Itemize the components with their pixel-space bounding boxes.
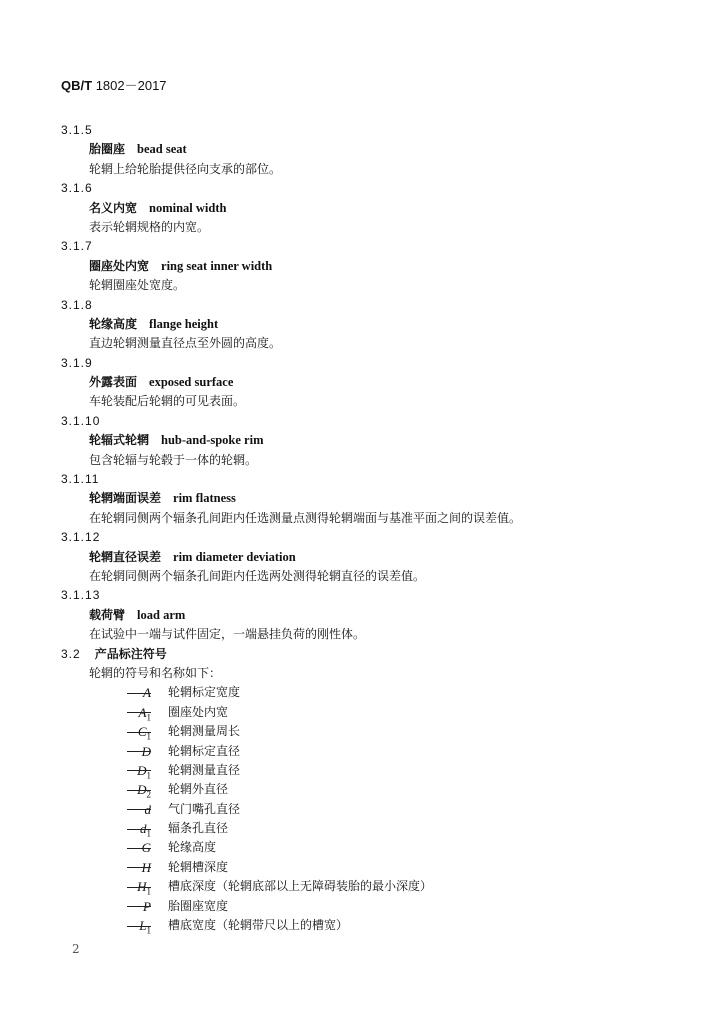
dash-separator <box>127 887 151 888</box>
term-entry <box>61 121 681 179</box>
symbol-row <box>61 683 681 702</box>
term-name <box>61 373 681 392</box>
standard-number: 1802－2017 <box>95 78 167 93</box>
dash-separator <box>127 770 151 771</box>
term-definition: 表示轮辋规格的内宽。 <box>89 219 210 234</box>
symbol-list <box>61 683 681 935</box>
symbol-subscript: 1 <box>146 828 151 839</box>
symbol-description: 轮缘高度 <box>168 840 217 855</box>
term-name <box>61 431 681 450</box>
section-title: 产品标注符号 <box>94 646 167 661</box>
symbol-description: 胎圈座宽度 <box>168 898 229 913</box>
symbol-description: 轮辋外直径 <box>168 782 229 797</box>
symbol-letter: d <box>144 801 151 817</box>
dash-separator <box>127 926 151 927</box>
symbol-row <box>61 877 681 896</box>
symbol-letter: H <box>141 859 151 875</box>
dash-separator <box>127 906 151 907</box>
term-entry <box>61 237 681 295</box>
term-definition: 在试验中一端与试件固定，一端悬挂负荷的刚性体。 <box>89 627 366 642</box>
term-name-en: rim flatness <box>173 491 236 506</box>
term-definition: 车轮装配后轮辋的可见表面。 <box>89 394 246 409</box>
symbol-subscript: 1 <box>146 886 151 897</box>
standard-header <box>61 75 167 94</box>
symbol-description: 圈座处内宽 <box>168 704 229 719</box>
page-number: 2 <box>72 942 80 956</box>
symbol-description: 轮辋测量周长 <box>168 724 241 739</box>
term-name <box>61 489 681 508</box>
term-definition: 在轮辋同侧两个辐条孔间距内任选测量点测得轮辋端面与基准平面之间的误差值。 <box>89 510 522 525</box>
symbol-subscript: 1 <box>146 770 151 781</box>
symbol-subscript: 1 <box>146 712 151 723</box>
term-number: 3.1.13 <box>61 588 101 603</box>
symbol-letter: A <box>143 685 151 701</box>
term-name-zh: 轮辋直径误差 <box>89 549 162 564</box>
symbol-letter: D <box>137 782 147 798</box>
term-entry <box>61 470 681 528</box>
symbol-description: 槽底深度（轮辋底部以上无障碍装胎的最小深度） <box>168 879 433 894</box>
symbol-letter: C <box>137 724 147 740</box>
term-name <box>61 199 681 218</box>
symbol-row <box>61 897 681 916</box>
term-entry <box>61 296 681 354</box>
symbol-row <box>61 819 681 838</box>
symbol-row <box>61 761 681 780</box>
term-entry <box>61 528 681 586</box>
term-definition: 直边轮辋测量直径点至外圆的高度。 <box>89 336 282 351</box>
dash-separator <box>127 693 151 694</box>
symbol-description: 轮辋测量直径 <box>168 762 241 777</box>
symbol-description: 辐条孔直径 <box>168 821 229 836</box>
term-number: 3.1.11 <box>61 472 100 487</box>
symbol-letter: A <box>138 704 147 720</box>
term-name <box>61 548 681 567</box>
term-number: 3.1.10 <box>61 413 101 428</box>
term-name <box>61 315 681 334</box>
term-entry <box>61 412 681 470</box>
term-name-zh: 轮辐式轮辋 <box>89 433 150 448</box>
dash-separator <box>127 848 151 849</box>
symbol-letter: L <box>139 918 147 934</box>
document-body <box>61 121 681 935</box>
term-name <box>61 606 681 625</box>
symbol-row <box>61 780 681 799</box>
term-name-en: rim diameter deviation <box>173 549 296 564</box>
term-name-en: nominal width <box>149 200 227 215</box>
term-name-en: bead seat <box>137 142 187 157</box>
term-name-en: load arm <box>137 607 186 622</box>
symbol-description: 轮辋标定直径 <box>168 743 241 758</box>
dash-separator <box>127 867 151 868</box>
symbol-description: 轮辋槽深度 <box>168 859 229 874</box>
symbol-letter: G <box>141 840 151 856</box>
dash-separator <box>127 809 151 810</box>
term-name-zh: 胎圈座 <box>89 142 126 157</box>
term-name-zh: 外露表面 <box>89 375 138 390</box>
term-definition: 轮辋圈座处宽度。 <box>89 278 186 293</box>
section-number: 3.2 <box>61 646 81 661</box>
term-entry <box>61 354 681 412</box>
term-number: 3.1.7 <box>61 239 93 254</box>
term-definition: 轮辋上给轮胎提供径向支承的部位。 <box>89 161 282 176</box>
symbol-row <box>61 742 681 761</box>
term-name-en: flange height <box>149 316 219 331</box>
term-name-en: hub-and-spoke rim <box>161 433 264 448</box>
symbol-letter: P <box>143 898 151 914</box>
dash-separator <box>127 829 151 830</box>
symbol-subscript: 2 <box>146 789 151 800</box>
term-name-zh: 载荷臂 <box>89 607 126 622</box>
symbol-description: 槽底宽度（轮辋带尺以上的槽宽） <box>168 918 349 933</box>
symbol-row <box>61 858 681 877</box>
dash-separator <box>127 712 151 713</box>
dash-separator <box>127 790 151 791</box>
term-name-zh: 圈座处内宽 <box>89 258 150 273</box>
term-definition: 在轮辋同侧两个辐条孔间距内任选两处测得轮辋直径的误差值。 <box>89 568 426 583</box>
terms-list <box>61 121 681 645</box>
dash-separator <box>127 751 151 752</box>
term-name-zh: 轮缘高度 <box>89 316 138 331</box>
symbol-letter: H <box>137 879 147 895</box>
symbol-subscript: 1 <box>146 731 151 742</box>
term-name-zh: 轮辋端面误差 <box>89 491 162 506</box>
term-definition: 包含轮辐与轮毂于一体的轮辋。 <box>89 452 258 467</box>
symbol-description: 气门嘴孔直径 <box>168 801 241 816</box>
term-entry <box>61 179 681 237</box>
term-number: 3.1.9 <box>61 355 93 370</box>
symbol-letter: D <box>137 762 147 778</box>
symbol-letter: D <box>141 743 151 759</box>
symbol-subscript: 1 <box>146 925 151 936</box>
term-number: 3.1.5 <box>61 123 93 137</box>
symbol-description: 轮辋标定宽度 <box>168 685 241 700</box>
symbol-row <box>61 800 681 819</box>
term-name-en: exposed surface <box>149 375 234 390</box>
symbol-row <box>61 722 681 741</box>
term-name-zh: 名义内宽 <box>89 200 138 215</box>
term-name <box>61 140 681 159</box>
term-entry <box>61 586 681 644</box>
section-heading <box>61 645 681 664</box>
term-number: 3.1.6 <box>61 181 93 196</box>
term-number: 3.1.8 <box>61 297 93 312</box>
symbol-row <box>61 838 681 857</box>
symbol-row <box>61 703 681 722</box>
dash-separator <box>127 732 151 733</box>
symbol-row <box>61 916 681 935</box>
standard-code: QB/T <box>61 78 93 93</box>
term-name-en: ring seat inner width <box>161 258 273 273</box>
term-name <box>61 257 681 276</box>
symbol <box>139 916 151 941</box>
symbol-letter: d <box>140 821 147 837</box>
section-intro: 轮辋的符号和名称如下： <box>89 665 222 680</box>
term-number: 3.1.12 <box>61 530 101 545</box>
